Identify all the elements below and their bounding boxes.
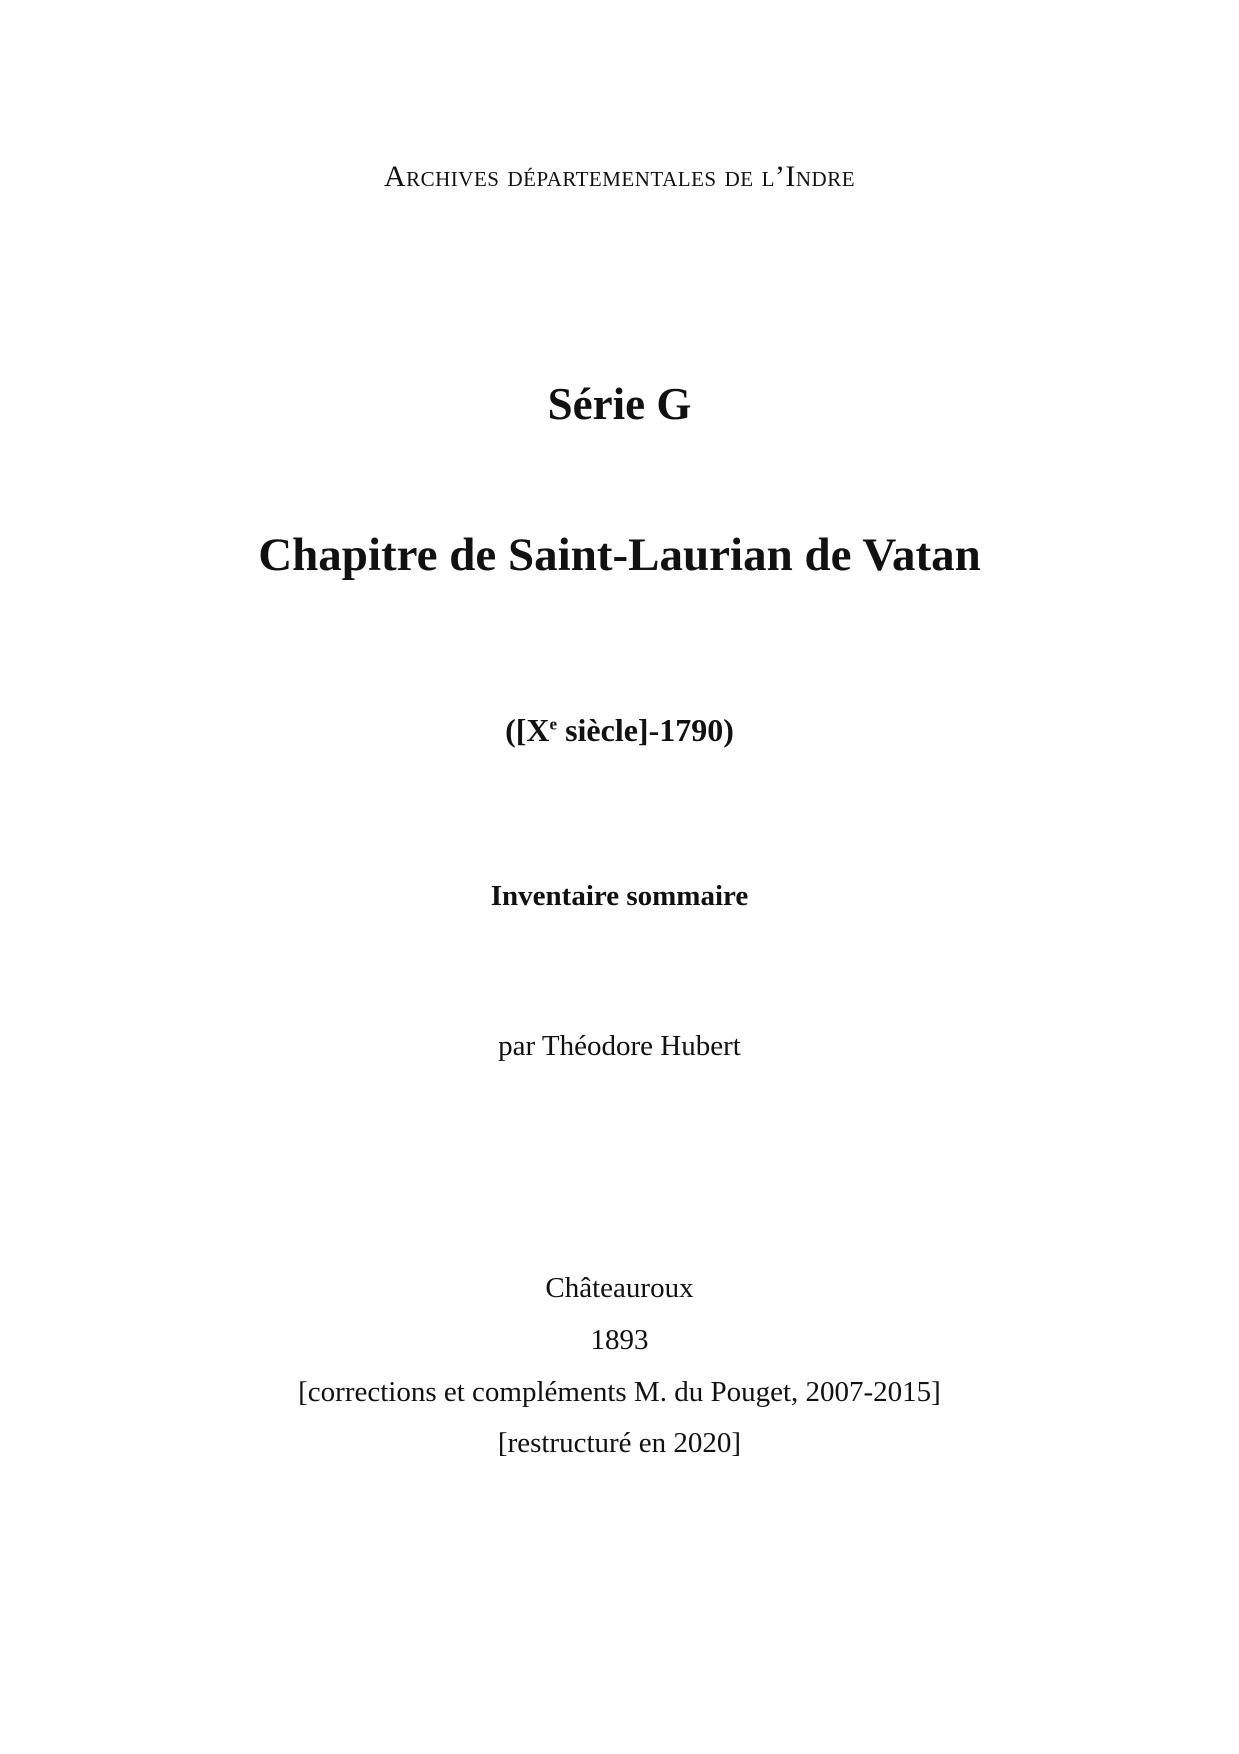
- document-type: Inventaire sommaire: [490, 880, 749, 912]
- fonds-title: Chapitre de Saint-Laurian de Vatan: [258, 529, 981, 581]
- date-range-suffix: siècle]-1790): [557, 712, 734, 748]
- imprint-place: Châteauroux: [545, 1272, 694, 1304]
- corrections-note: [corrections et compléments M. du Pouget, 2007-2015]: [298, 1376, 941, 1408]
- author-line: par Théodore Hubert: [498, 1030, 741, 1062]
- restructured-note: [restructuré en 2020]: [497, 1427, 742, 1459]
- institution-name: Archives départementales de l’Indre: [383, 160, 856, 193]
- date-range-prefix: ([X: [505, 712, 550, 748]
- series-title: Série G: [547, 379, 692, 429]
- date-range: [0, 712, 1239, 749]
- imprint-year: 1893: [590, 1324, 649, 1356]
- date-range-superscript: e: [549, 714, 558, 734]
